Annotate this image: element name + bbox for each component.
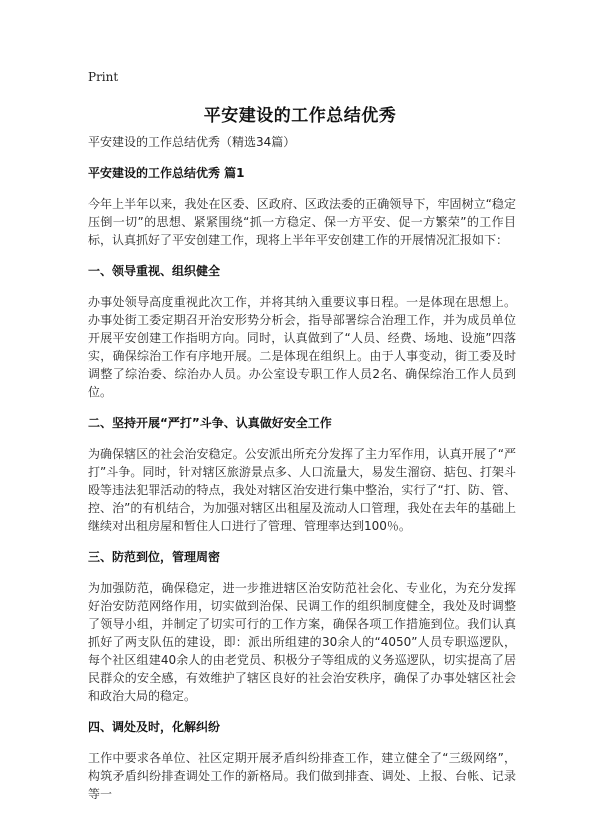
section-paragraph-1: 办事处领导高度重视此次工作，并将其纳入重要议事日程。一是体现在思想上。办事处街工委定期召开治安形势分析会，指导部署综合治理工作，并为成员单位开展平安创建工作指明方向。同时，认真做到了“人员、经费、场地、设施”四落实，确保综治工作有序地开展。二是体现在组织上。由于人事变动，街工委及时调整了综治委、综治办人员。办公室设专职工作人员2名、确保综治工作人员到位。 xyxy=(88,295,516,399)
intro-paragraph: 今年上半年以来，我处在区委、区政府、区政法委的正确领导下，牢固树立“稳定压倒一切”的思想、紧紧围绕“抓一方稳定、保一方平安、促一方繁荣”的工作目标，认真抓好了平安创建工作，现将上半年平安创建工作的开展情况汇报如下： xyxy=(88,197,516,247)
section-heading-1: 一、领导重视、组织健全 xyxy=(88,264,221,278)
section-heading-3: 三、防范到位，管理周密 xyxy=(88,550,221,564)
article-subtitle: 平安建设的工作总结优秀（精选34篇） xyxy=(88,135,296,149)
section-heading-2: 二、坚持开展“严打”斗争、认真做好安全工作 xyxy=(88,416,332,430)
print-link[interactable]: Print xyxy=(88,70,119,84)
section-heading-4: 四、调处及时，化解纠纷 xyxy=(88,720,221,734)
article-body xyxy=(88,133,516,816)
section-paragraph-3: 为加强防范，确保稳定，进一步推进辖区治安防范社会化、专业化，为充分发挥好治安防范网络作用，切实做到治保、民调工作的组织制度健全，我处及时调整了领导小组，并制定了切实可行的工作方案，确保各项工作措施到位。我们认真抓好了两支队伍的建设，即：派出所组建的30余人的“4050”人员专职巡逻队，每个社区组建40余人的由老党员、积极分子等组成的义务巡逻队，切实提高了居民群众的安全感，有效维护了辖区良好的社会治安秩序，确保了办事处辖区社会和政治大局的稳定。 xyxy=(88,581,516,703)
section-paragraph-4: 工作中要求各单位、社区定期开展矛盾纠纷排查工作，建立健全了“三级网络”，构筑矛盾纠纷排查调处工作的新格局。我们做到排查、调处、上报、台帐、记录等一 xyxy=(88,751,516,801)
page-title: 平安建设的工作总结优秀 xyxy=(203,106,397,126)
section-paragraph-2: 为确保辖区的社会治安稳定。公安派出所充分发挥了主力军作用，认真开展了“严打”斗争。同时，针对辖区旅游景点多、人口流量大，易发生溜窃、掂包、打架斗殴等违法犯罪活动的特点，我处对辖区治安进行集中整治，实行了“打、防、管、控、治”的有机结合，为加强对辖区出租屋及流动人口管理，我处在去年的基础上继续对出租房屋和暂住人口进行了管理、管理率达到100％。 xyxy=(88,447,516,533)
article-heading: 平安建设的工作总结优秀 篇1 xyxy=(88,166,245,180)
